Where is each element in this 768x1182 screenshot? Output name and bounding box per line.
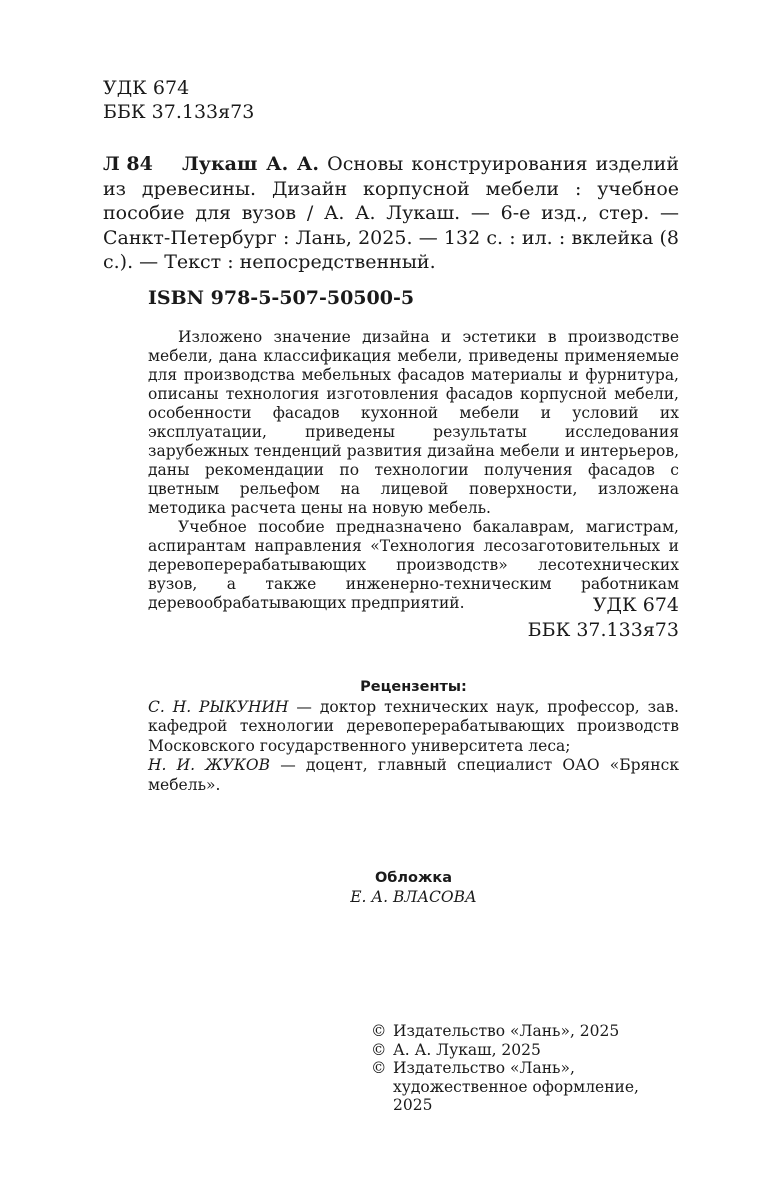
annotation-paragraph: Изложено значение дизайна и эстетики в производстве мебели, дана классификация мебели, приведены применяемые для производства мебельных фасадов материалы и фурнитура, описаны технология изготовления фасадов корпусной мебели, особенности фасадов кухонной мебели и условий их эксплуатации, приведены результаты исследования зарубежных тенденций развития дизайна мебели и интерьеров, даны рекомендации по технологии получения фасадов с цветным рельефом на лицевой поверхности, изложена методика расчета цены на новую мебель. xyxy=(148,328,679,517)
reviewer-name: С. Н. РЫКУНИН xyxy=(148,697,289,716)
footer-udk-code: УДК 674 xyxy=(592,594,679,616)
annotation-paragraph: Учебное пособие предназначено бакалаврам, магистрам, аспирантам направления «Технология лесозаготовительных и деревоперерабатывающих производств» лесотехнических вузов, а также инженерно-техническим работникам деревообрабатывающих предприятий. xyxy=(148,518,679,612)
copyright-text: А. А. Лукаш, 2025 xyxy=(393,1040,541,1059)
bibliographic-description: Основы конструирования изделий из древесины. Дизайн корпусной мебели : учебное пособие для вузов / А. А. Лукаш. — 6-е изд., стер. — Санкт-Петербург : Лань, 2025. — 132 с. : ил. : вклейка (8 с.). — Текст : непосредственный. xyxy=(103,153,679,273)
author-sign: Л 84 xyxy=(103,153,153,175)
copyright-icon: © xyxy=(371,1040,387,1059)
copyright-line xyxy=(371,1041,683,1060)
reviewer-entry xyxy=(148,698,679,757)
cover-heading: Обложка xyxy=(374,870,453,886)
cover-designer: Е. А. ВЛАСОВА xyxy=(350,888,477,906)
copyright-text: Издательство «Лань», художественное оформление, 2025 xyxy=(393,1059,639,1114)
copyright-line xyxy=(371,1022,683,1041)
reviewer-details: — доктор технических наук, профессор, зав. кафедрой технологии деревоперерабатывающих производств Московского государственного университета леса; xyxy=(148,697,679,755)
isbn: ISBN 978-5-507-50500-5 xyxy=(148,287,415,309)
copyright-block xyxy=(371,1022,683,1115)
copyright-line xyxy=(371,1059,683,1115)
footer-classification-codes xyxy=(400,593,679,642)
header-classification-codes xyxy=(103,76,254,124)
cover-credit xyxy=(148,869,679,907)
reviewers-section xyxy=(148,678,679,795)
copyright-icon: © xyxy=(371,1059,387,1077)
reviewer-details: — доцент, главный специалист ОАО «Брянск мебель». xyxy=(148,756,680,794)
footer-bbk-code: ББК 37.133я73 xyxy=(527,618,679,641)
reviewer-name: Н. И. ЖУКОВ xyxy=(148,756,270,774)
copyright-icon: © xyxy=(371,1022,387,1040)
header-udk-code: УДК 674 xyxy=(103,77,190,99)
bibliographic-record xyxy=(103,152,679,275)
header-bbk-code: ББК 37.133я73 xyxy=(103,101,255,123)
reviewer-entry xyxy=(148,756,679,795)
copyright-text: Издательство «Лань», 2025 xyxy=(393,1022,620,1040)
annotation xyxy=(148,328,679,613)
author-name: Лукаш А. А. xyxy=(182,153,320,175)
reviewers-heading: Рецензенты: xyxy=(360,679,467,695)
